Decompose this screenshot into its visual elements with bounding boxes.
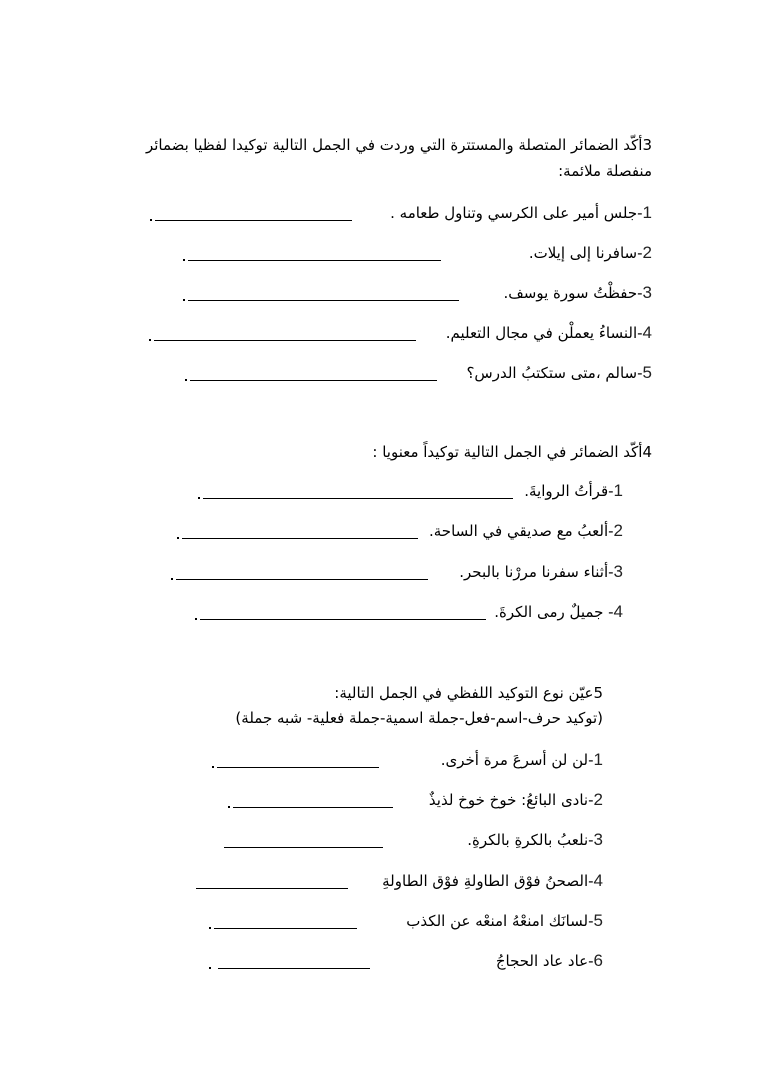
- section5-title: [334, 682, 603, 704]
- section5-subtitle: (توكيد حرف-اسم-فعل-جملة اسمية-جملة فعلية- شبه جملة): [235, 709, 603, 727]
- section5-item-2: 2-نادى البائعُ: خوخ خوخ لذيذٌ: [428, 790, 603, 809]
- answer-blank[interactable]: [203, 498, 513, 499]
- answer-blank[interactable]: [154, 340, 416, 341]
- section3-item-5: 5-سالم ،متى ستكتبُ الدرس؟: [466, 363, 652, 382]
- sentence-text: -حفظْتُ سورة يوسف.: [503, 284, 643, 302]
- answer-blank[interactable]: [217, 767, 379, 768]
- sentence-text: -النساءُ يعملْن في مجال التعليم.: [445, 324, 643, 342]
- section5-item-4: 4-الصحنُ فوْق الطاولةِ فوْق الطاولةِ: [382, 871, 603, 890]
- sentence-text: -أثناء سفرنا مررْنا بالبحر.: [459, 563, 614, 581]
- section5-item-5: 5-لسانَك امنعْهُ امنعْه عن الكذب: [406, 911, 603, 930]
- section4-item-2: 2-ألعبُ مع صديقي في الساحة.: [429, 521, 623, 540]
- section3-title: [146, 134, 652, 156]
- blank-dot: [209, 927, 211, 929]
- sentence-text: -سافرنا إلى إيلات.: [528, 244, 643, 262]
- answer-blank[interactable]: [176, 579, 428, 580]
- blank-dot: [228, 806, 230, 808]
- sentence-text: -جلس أمير على الكرسي وتناول طعامه .: [390, 204, 643, 222]
- section5-item-3: 3-نلعبُ بالكرةِ بالكرةِ.: [467, 830, 603, 849]
- sentence-text: -ألعبُ مع صديقي في الساحة.: [429, 522, 614, 540]
- section4-title-text: أكّد الضمائر في الجمل التالية توكيداً معنويا :: [372, 443, 643, 461]
- sentence-text: -سالم ،متى ستكتبُ الدرس؟: [466, 364, 643, 382]
- blank-dot: [209, 967, 211, 969]
- sentence-text: -نلعبُ بالكرةِ بالكرةِ.: [467, 831, 594, 849]
- sentence-text: -الصحنُ فوْق الطاولةِ فوْق الطاولةِ: [382, 872, 594, 890]
- sentence-text: -نادى البائعُ: خوخ خوخ لذيذٌ: [428, 791, 594, 809]
- sentence-text: -عاد عاد الحجاجُ: [495, 952, 594, 970]
- sentence-text: -قرأتُ الروايةَ.: [524, 482, 614, 500]
- section5-subtitle-row: [235, 707, 603, 729]
- answer-blank[interactable]: [190, 380, 437, 381]
- section3-number: 3: [642, 136, 652, 154]
- section3-item-2: 2-سافرنا إلى إيلات.: [528, 243, 652, 262]
- blank-dot: [183, 259, 185, 261]
- answer-blank[interactable]: [188, 300, 459, 301]
- section5-title-text: عيّن نوع التوكيد اللفظي في الجمل التالية:: [334, 684, 594, 702]
- answer-blank[interactable]: [196, 888, 348, 889]
- section3-title-line2: منفصلة ملائمة:: [558, 162, 652, 180]
- answer-blank[interactable]: [224, 847, 383, 848]
- answer-blank[interactable]: [214, 928, 357, 929]
- blank-dot: [183, 299, 185, 301]
- blank-dot: [212, 766, 214, 768]
- blank-dot: [185, 379, 187, 381]
- section3-item-3: 3-حفظْتُ سورة يوسف.: [503, 283, 652, 302]
- sentence-text: - جميلٌ رمى الكرةَ.: [494, 603, 614, 621]
- blank-dot: [195, 618, 197, 620]
- blank-dot: [198, 497, 200, 499]
- section3-title-line1: أكّد الضمائر المتصلة والمستترة التي وردت في الجمل التالية توكيدا لفظيا بضمائر: [145, 136, 643, 154]
- blank-dot: [171, 578, 173, 580]
- section3-item-1: 1-جلس أمير على الكرسي وتناول طعامه .: [390, 203, 652, 222]
- section4-title: [372, 441, 652, 463]
- answer-blank[interactable]: [155, 220, 352, 221]
- section5-item-1: 1-لن لن أسرعَ مرة أخرى.: [440, 750, 603, 769]
- section4-item-1: 1-قرأتُ الروايةَ.: [524, 481, 623, 500]
- section4-item-4: 4- جميلٌ رمى الكرةَ.: [494, 602, 623, 621]
- section3-item-4: 4-النساءُ يعملْن في مجال التعليم.: [445, 323, 652, 342]
- section3-title-line2-row: [558, 160, 652, 182]
- answer-blank[interactable]: [182, 538, 418, 539]
- sentence-text: -لن لن أسرعَ مرة أخرى.: [440, 751, 594, 769]
- section5-item-6: 6-عاد عاد الحجاجُ: [495, 951, 603, 970]
- answer-blank[interactable]: [188, 260, 441, 261]
- section5-number: 5: [593, 684, 603, 702]
- sentence-text: -لسانَك امنعْهُ امنعْه عن الكذب: [406, 912, 594, 930]
- answer-blank[interactable]: [233, 807, 393, 808]
- blank-dot: [177, 537, 179, 539]
- section4-number: 4: [642, 443, 652, 461]
- answer-blank[interactable]: [218, 968, 370, 969]
- section4-item-3: 3-أثناء سفرنا مررْنا بالبحر.: [459, 562, 623, 581]
- blank-dot: [149, 339, 151, 341]
- blank-dot: [150, 219, 152, 221]
- answer-blank[interactable]: [200, 619, 486, 620]
